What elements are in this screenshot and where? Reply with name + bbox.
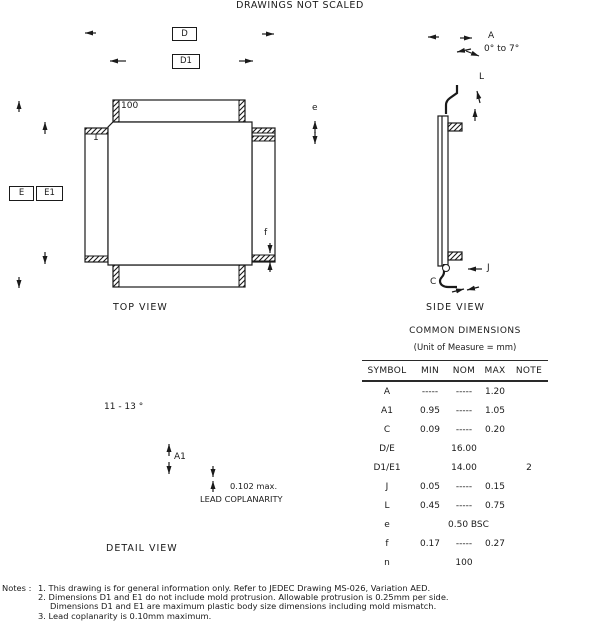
cell-max: 0.20	[484, 424, 506, 435]
notes-label: Notes :	[2, 583, 32, 593]
cell-nom: -----	[455, 424, 473, 435]
cell-min: 0.45	[419, 500, 441, 511]
cell-symbol: n	[384, 557, 390, 568]
table-row	[362, 439, 548, 458]
cell-nom: -----	[455, 481, 473, 492]
cell-nom: 16.00	[451, 443, 477, 454]
top-view-caption: TOP VIEW	[113, 302, 168, 313]
side-view-linework	[438, 85, 462, 287]
cell-symbol: A1	[381, 405, 393, 416]
cell-symbol: A	[383, 386, 391, 397]
note-line-1: 1. This drawing is for general information only. Refer to JEDEC Drawing MS-026, Variation AED.	[38, 583, 431, 593]
side-view-caption: SIDE VIEW	[426, 302, 485, 313]
cell-min: 0.17	[419, 538, 441, 549]
cell-max: 1.05	[484, 405, 506, 416]
table-title: COMMON DIMENSIONS	[409, 326, 521, 336]
table-header-row	[362, 360, 548, 382]
coplanarity-value-label: 0.102 max.	[230, 481, 278, 491]
cell-min: 0.05	[419, 481, 441, 492]
coplanarity-text-label: LEAD COPLANARITY	[200, 494, 283, 504]
col-header-symbol: SYMBOL	[367, 365, 407, 376]
table-row	[362, 515, 548, 534]
table-row	[362, 496, 548, 515]
lead-angle-label: 0° to 7°	[484, 44, 520, 54]
cell-min: -----	[421, 386, 439, 397]
cell-nom: -----	[455, 500, 473, 511]
table-subtitle: (Unit of Measure = mm)	[413, 343, 517, 353]
dim-label-box-d1: D1	[172, 54, 200, 69]
dim-j-label: J	[487, 263, 490, 273]
col-header-min: MIN	[420, 365, 440, 376]
note-line-2: 2. Dimensions D1 and E1 do not include mold protrusion. Allowable protrusion is 0.25mm per side.	[38, 592, 449, 602]
cell-symbol: e	[384, 519, 390, 530]
table-row	[362, 420, 548, 439]
table-row	[362, 477, 548, 496]
table-row	[362, 458, 548, 477]
detail-angle-label: 11 - 13 °	[104, 402, 144, 412]
cell-nom: -----	[455, 386, 473, 397]
top-view-linework	[85, 100, 275, 287]
dim-a1-label: A1	[174, 452, 186, 462]
cell-nom: -----	[455, 405, 473, 416]
dim-a-label: A	[488, 31, 495, 41]
dim-label-box-d: D	[172, 27, 197, 41]
cell-max: 0.27	[484, 538, 506, 549]
dim-label-box-e: E	[9, 186, 34, 201]
pitch-dim-label: e	[312, 103, 318, 113]
cell-nom: 14.00	[451, 462, 477, 473]
cell-symbol: C	[383, 424, 391, 435]
note-line-2-continued: Dimensions D1 and E1 are maximum plastic body size dimensions including mold mismatch.	[50, 601, 437, 611]
dim-label-box-e1: E1	[36, 186, 63, 201]
table-row	[362, 401, 548, 420]
col-header-nom: NOM	[452, 365, 476, 376]
cell-note: 2	[526, 462, 532, 473]
table-row	[362, 553, 548, 572]
table-row	[362, 382, 548, 401]
cell-nom: 0.50 BSC	[448, 519, 489, 530]
note-line-3: 3. Lead coplanarity is 0.10mm maximum.	[38, 611, 212, 621]
dimensions-table	[362, 360, 548, 572]
col-header-note: NOTE	[515, 365, 543, 376]
detail-view-caption: DETAIL VIEW	[106, 543, 178, 554]
cell-max: 0.15	[484, 481, 506, 492]
cell-symbol: J	[385, 481, 389, 492]
cell-symbol: L	[384, 500, 390, 511]
cell-symbol: f	[385, 538, 389, 549]
cell-nom: -----	[455, 538, 473, 549]
dim-l-label: L	[479, 72, 485, 82]
pin-one-label: 1	[93, 133, 99, 143]
page-title: DRAWINGS NOT SCALED	[236, 0, 364, 11]
cell-max: 0.75	[484, 500, 506, 511]
cell-symbol: D1/E1	[373, 462, 401, 473]
cell-nom: 100	[455, 557, 473, 568]
lead-width-dim-label: f	[264, 228, 268, 238]
cell-min: 0.95	[419, 405, 441, 416]
cell-symbol: D/E	[379, 443, 395, 454]
cell-max: 1.20	[484, 386, 506, 397]
dim-c-label: C	[430, 277, 437, 287]
cell-min: 0.09	[419, 424, 441, 435]
pin-count-label: 100	[121, 101, 139, 111]
col-header-max: MAX	[484, 365, 506, 376]
table-row	[362, 534, 548, 553]
